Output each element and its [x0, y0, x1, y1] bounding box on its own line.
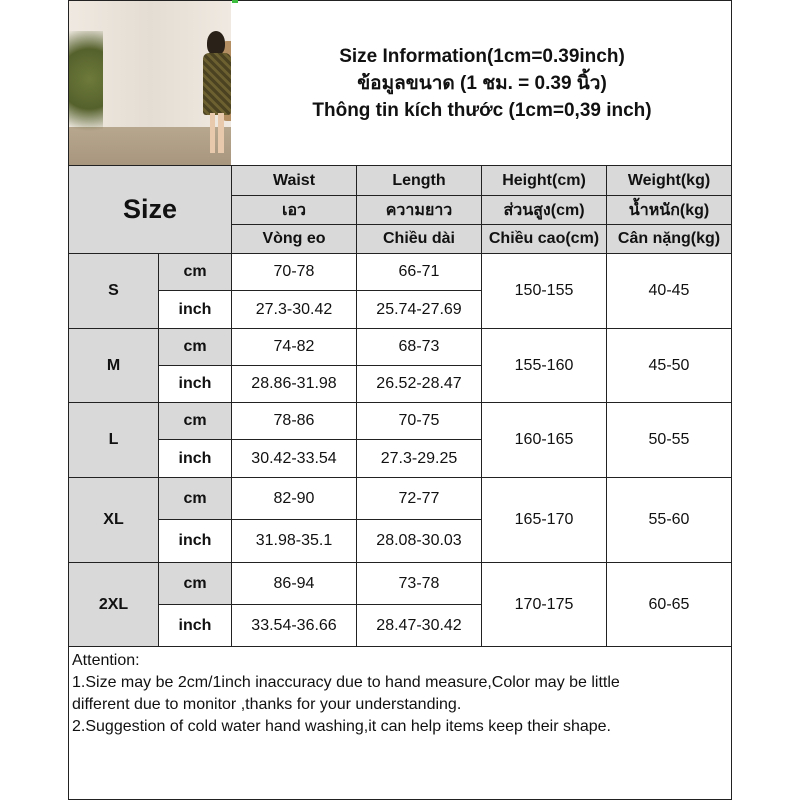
- l-height: 160-165: [482, 403, 607, 478]
- note-1-line-a: 1.Size may be 2cm/1inch inaccuracy due to hand measure,Color may be little: [72, 674, 620, 691]
- photo-plant: [69, 31, 103, 151]
- title-vietnamese: Thông tin kích thước (1cm=0,39 inch): [312, 99, 652, 121]
- photo-model-hair: [207, 31, 225, 55]
- xl-weight: 55-60: [607, 478, 732, 563]
- 2xl-length-cm: 73-78: [357, 563, 482, 605]
- xl-height: 165-170: [482, 478, 607, 563]
- photo-model-legs: [210, 113, 224, 153]
- m-length-inch: 26.52-28.47: [357, 366, 482, 403]
- 2xl-length-inch: 28.47-30.42: [357, 605, 482, 647]
- product-photo: [69, 1, 231, 165]
- size-information-title: [232, 1, 732, 165]
- length-header-en: Length: [357, 166, 482, 196]
- m-waist-cm: 74-82: [232, 329, 357, 366]
- unit-cm-label: cm: [159, 478, 232, 520]
- unit-inch-label: inch: [159, 520, 232, 563]
- unit-inch-label: inch: [159, 605, 232, 647]
- l-waist-inch: 30.42-33.54: [232, 440, 357, 478]
- m-length-cm: 68-73: [357, 329, 482, 366]
- notes-heading: Attention:: [72, 652, 140, 669]
- size-xl-label: XL: [69, 478, 159, 563]
- l-weight: 50-55: [607, 403, 732, 478]
- size-s-label: S: [69, 254, 159, 329]
- unit-cm-label: cm: [159, 329, 232, 366]
- photo-plaid-dress: [203, 53, 231, 115]
- s-length-cm: 66-71: [357, 254, 482, 291]
- s-weight: 40-45: [607, 254, 732, 329]
- 2xl-height: 170-175: [482, 563, 607, 647]
- attention-notes: [69, 648, 731, 738]
- 2xl-waist-cm: 86-94: [232, 563, 357, 605]
- xl-waist-inch: 31.98-35.1: [232, 520, 357, 563]
- xl-length-inch: 28.08-30.03: [357, 520, 482, 563]
- weight-header-en: Weight(kg): [607, 166, 732, 196]
- unit-cm-label: cm: [159, 254, 232, 291]
- length-header-th: ความยาว: [357, 196, 482, 225]
- 2xl-waist-inch: 33.54-36.66: [232, 605, 357, 647]
- s-waist-cm: 70-78: [232, 254, 357, 291]
- unit-inch-label: inch: [159, 440, 232, 478]
- unit-inch-label: inch: [159, 366, 232, 403]
- xl-waist-cm: 82-90: [232, 478, 357, 520]
- l-length-inch: 27.3-29.25: [357, 440, 482, 478]
- height-header-en: Height(cm): [482, 166, 607, 196]
- height-header-th: ส่วนสูง(cm): [482, 196, 607, 225]
- m-height: 155-160: [482, 329, 607, 403]
- l-length-cm: 70-75: [357, 403, 482, 440]
- weight-header-vi: Cân nặng(kg): [607, 225, 732, 254]
- weight-header-th: น้ำหนัก(kg): [607, 196, 732, 225]
- size-l-label: L: [69, 403, 159, 478]
- unit-inch-label: inch: [159, 291, 232, 329]
- unit-cm-label: cm: [159, 563, 232, 605]
- s-height: 150-155: [482, 254, 607, 329]
- note-2: 2.Suggestion of cold water hand washing,it can help items keep their shape.: [72, 718, 611, 735]
- unit-cm-label: cm: [159, 403, 232, 440]
- size-m-label: M: [69, 329, 159, 403]
- xl-length-cm: 72-77: [357, 478, 482, 520]
- s-length-inch: 25.74-27.69: [357, 291, 482, 329]
- 2xl-weight: 60-65: [607, 563, 732, 647]
- m-weight: 45-50: [607, 329, 732, 403]
- waist-header-en: Waist: [232, 166, 357, 196]
- length-header-vi: Chiều dài: [357, 225, 482, 254]
- title-thai: ข้อมูลขนาด (1 ชม. = 0.39 นิ้ว): [357, 72, 607, 94]
- size-2xl-label: 2XL: [69, 563, 159, 647]
- s-waist-inch: 27.3-30.42: [232, 291, 357, 329]
- note-1-line-b: different due to monitor ,thanks for your understanding.: [72, 696, 462, 713]
- l-waist-cm: 78-86: [232, 403, 357, 440]
- waist-header-th: เอว: [232, 196, 357, 225]
- waist-header-vi: Vòng eo: [232, 225, 357, 254]
- m-waist-inch: 28.86-31.98: [232, 366, 357, 403]
- size-header: Size: [69, 166, 232, 254]
- title-english: Size Information(1cm=0.39inch): [339, 45, 625, 67]
- height-header-vi: Chiều cao(cm): [482, 225, 607, 254]
